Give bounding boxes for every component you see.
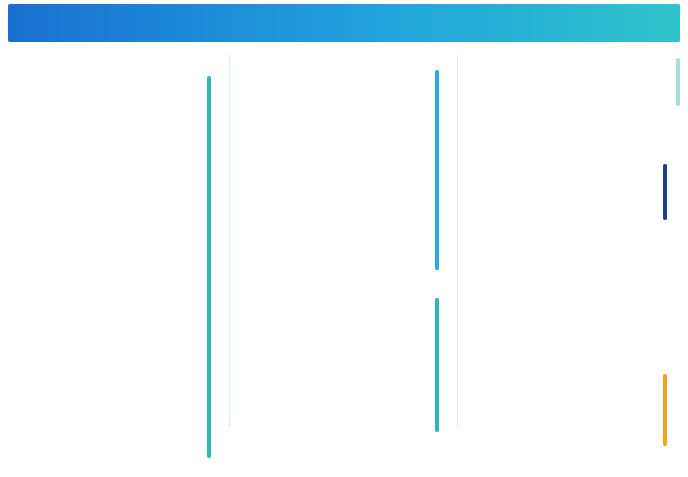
equalizer-bottom-decoration — [8, 433, 680, 477]
timeline-orange — [663, 374, 667, 446]
timeline-teal — [435, 298, 439, 432]
top-banner — [8, 4, 680, 42]
timeline-teal — [207, 76, 211, 458]
timeline-darkblue — [663, 164, 667, 220]
column-divider — [457, 55, 458, 427]
equalizer-icon — [90, 7, 668, 39]
timeline-pale-teal — [676, 58, 680, 106]
timeline-blue — [435, 70, 439, 270]
column-divider — [229, 55, 230, 427]
